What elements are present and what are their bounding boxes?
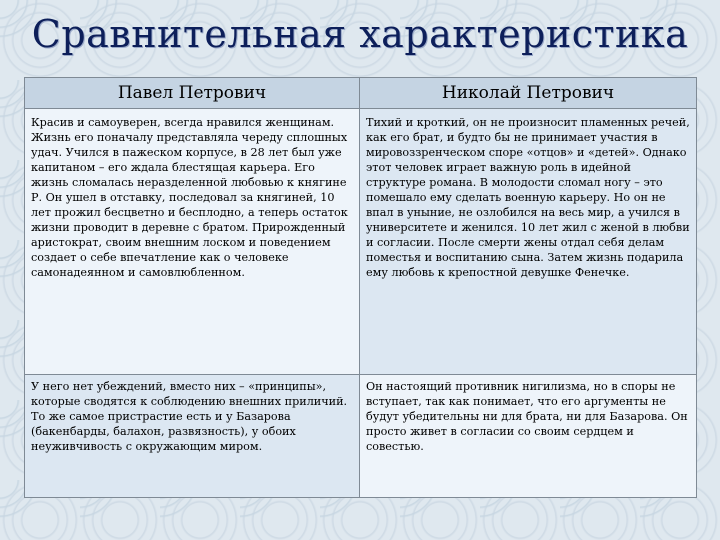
table-row bbox=[25, 109, 697, 375]
table-row bbox=[25, 375, 697, 498]
cell-pavel-beliefs: У него нет убеждений, вместо них – «принципы», которые сводятся к соблюдению внешних приличий. То же самое пристрастие есть и у Базарова (бакенбарды, балахон, развязность), у обоих неуживчивость с окружающим миром. bbox=[25, 375, 360, 498]
header-pavel: Павел Петрович bbox=[25, 78, 360, 109]
cell-nikolai-biography: Тихий и кроткий, он не произносит пламенных речей, как его брат, и будто бы не принимает участия в мировоззренческом споре «отцов» и «детей». Однако этот человек играет важную роль в идейной структуре романа. В молодости сломал ногу – это помешало ему сделать военную карьеру. Но он не впал в уныние, не озлобился на весь мир, а учился в университете и женился. 10 лет жил с женой в любви и согласии. После смерти жены отдал себя делам поместья и воспитанию сына. Затем жизнь подарила ему любовь к крепостной девушке Фенечке. bbox=[360, 109, 697, 375]
comparison-table bbox=[24, 77, 697, 498]
cell-pavel-biography: Красив и самоуверен, всегда нравился женщинам. Жизнь его поначалу представляла череду сплошных удач. Учился в пажеском корпусе, в 28 лет был уже капитаном – его ждала блестящая карьера. Его жизнь сломалась неразделенной любовью к княгине Р. Он ушел в отставку, последовал за княгиней, 10 лет прожил бесцветно и бесплодно, а теперь остаток жизни проводит в деревне с братом. Прирожденный аристократ, своим внешним лоском и поведением создает о себе впечатление как о человеке самонадеянном и самовлюбленном. bbox=[25, 109, 360, 375]
cell-nikolai-beliefs: Он настоящий противник нигилизма, но в споры не вступает, так как понимает, что его аргументы не будут убедительны ни для брата, ни для Базарова. Он просто живет в согласии со своим сердцем и совестью. bbox=[360, 375, 697, 498]
header-nikolai: Николай Петрович bbox=[360, 78, 697, 109]
header-row bbox=[25, 78, 697, 109]
slide-title: Сравнительная характеристика bbox=[31, 12, 689, 56]
